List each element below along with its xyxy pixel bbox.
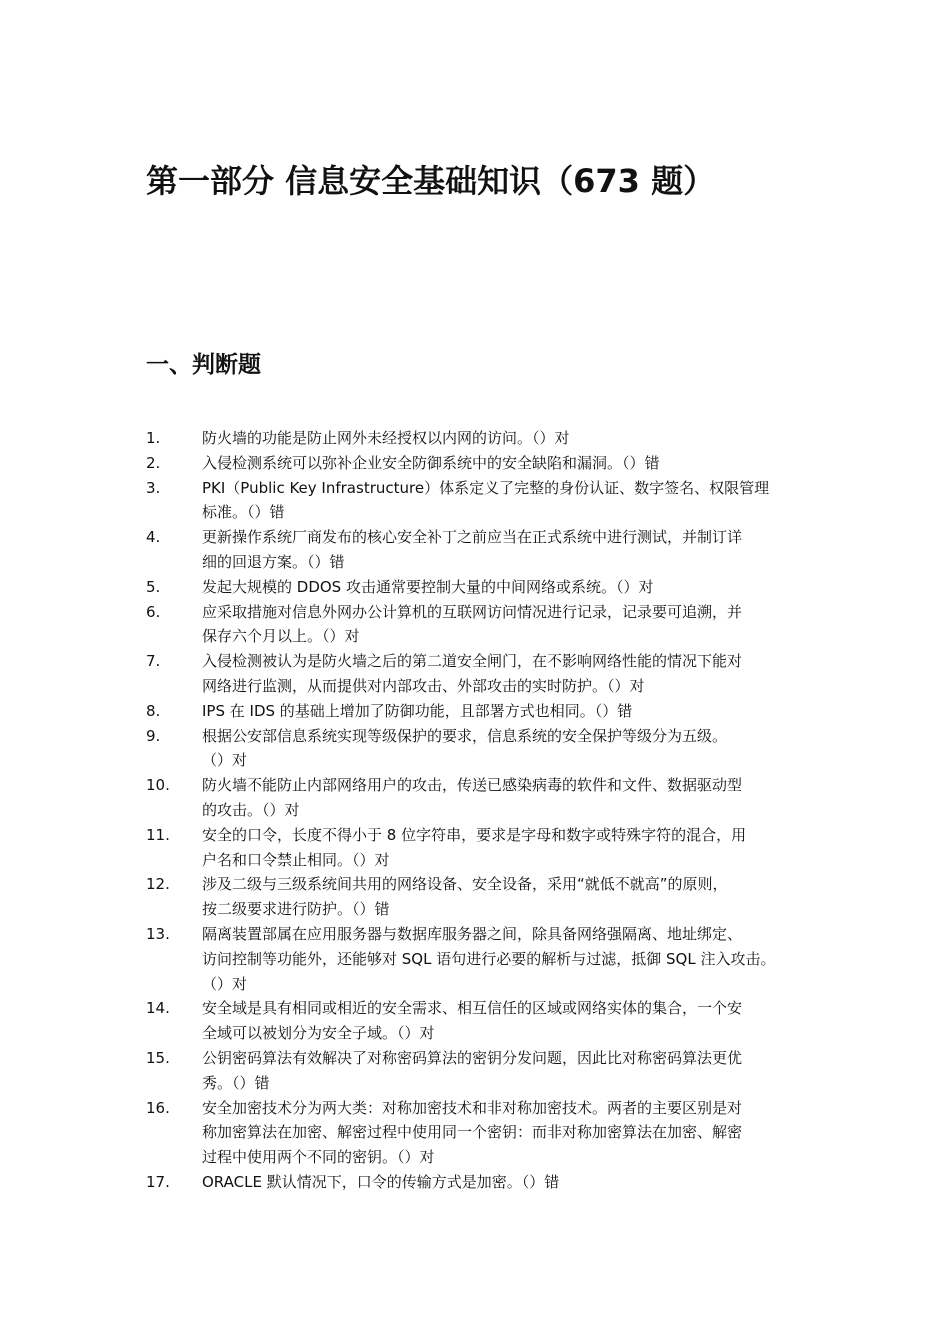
question-item <box>146 600 826 650</box>
question-text: 入侵检测系统可以弥补企业安全防御系统中的安全缺陷和漏洞。（）错 <box>202 453 660 472</box>
question-item <box>146 922 826 996</box>
question-text: PKI（Public Key Infrastructure）体系定义了完整的身份认证、数字签名、权限管理 标准。（）错 <box>202 478 770 522</box>
question-number: 3. <box>146 478 161 497</box>
question-text: 涉及二级与三级系统间共用的网络设备、安全设备，采用“就低不就高”的原则， 按二级要求进行防护。（）错 <box>202 875 728 919</box>
question-number: 7. <box>146 652 161 671</box>
question-number: 1. <box>146 429 161 447</box>
question-text: 应采取措施对信息外网办公计算机的互联网访问情况进行记录，记录要可追溯，并 保存六个月以上。（）对 <box>202 602 743 646</box>
question-text: 安全的口令，长度不得小于 8 位字符串，要求是字母和数字或特殊字符的混合，用 户名和口令禁止相同。（）对 <box>202 825 747 869</box>
question-item <box>146 476 826 526</box>
question-list <box>146 426 826 1195</box>
question-number: 8. <box>146 701 161 720</box>
question-text: 防火墙不能防止内部网络用户的攻击，传送已感染病毒的软件和文件、数据驱动型 的攻击。（）对 <box>202 776 743 819</box>
question-number: 16. <box>146 1098 170 1117</box>
question-text: 发起大规模的 DDOS 攻击通常要控制大量的中间网络或系统。（）对 <box>202 577 654 596</box>
question-item <box>146 575 826 600</box>
section-heading: 一、判断题 <box>146 352 261 378</box>
question-item <box>146 823 826 873</box>
question-number: 13. <box>146 924 170 943</box>
question-number: 12. <box>146 875 170 894</box>
question-number: 14. <box>146 999 170 1018</box>
question-text: 隔离装置部属在应用服务器与数据库服务器之间，除具备网络强隔离、地址绑定、 访问控制等功能外，还能够对 SQL 语句进行必要的解析与过滤，抵御 SQL 注入攻击。 （）对 <box>202 924 776 993</box>
question-item <box>146 1170 826 1195</box>
question-text: ORACLE 默认情况下，口令的传输方式是加密。（）错 <box>202 1172 560 1191</box>
question-text: IPS 在 IDS 的基础上增加了防御功能，且部署方式也相同。（）错 <box>202 701 633 720</box>
question-number: 10. <box>146 776 170 795</box>
question-number: 17. <box>146 1172 170 1191</box>
question-item <box>146 699 826 724</box>
question-number: 9. <box>146 726 161 745</box>
question-number: 6. <box>146 602 161 621</box>
question-text: 根据公安部信息系统实现等级保护的要求，信息系统的安全保护等级分为五级。 （）对 <box>202 726 728 770</box>
question-item <box>146 426 826 451</box>
question-text: 公钥密码算法有效解决了对称密码算法的密钥分发问题，因此比对称密码算法更优 秀。（）错 <box>202 1048 743 1092</box>
question-number: 2. <box>146 453 161 472</box>
question-number: 5. <box>146 577 161 596</box>
question-text: 安全加密技术分为两大类：对称加密技术和非对称加密技术。两者的主要区别是对 称加密算法在加密、解密过程中使用同一个密钥：而非对称加密算法在加密、解密 过程中使用两个不同的密钥。（）对 <box>202 1098 743 1167</box>
question-number: 11. <box>146 825 170 844</box>
question-item <box>146 1096 826 1170</box>
question-item <box>146 996 826 1046</box>
question-text: 更新操作系统厂商发布的核心安全补丁之前应当在正式系统中进行测试，并制订详 细的回退方案。（）错 <box>202 528 743 571</box>
question-item <box>146 525 826 575</box>
question-item <box>146 649 826 699</box>
question-text: 防火墙的功能是防止网外未经授权以内网的访问。（）对 <box>202 429 570 447</box>
question-text: 入侵检测被认为是防火墙之后的第二道安全闸门，在不影响网络性能的情况下能对 网络进行监测，从而提供对内部攻击、外部攻击的实时防护。（）对 <box>202 652 743 695</box>
question-item <box>146 724 826 774</box>
question-item <box>146 1046 826 1096</box>
question-item <box>146 872 826 922</box>
question-text: 安全域是具有相同或相近的安全需求、相互信任的区域或网络实体的集合，一个安 全域可以被划分为安全子域。（）对 <box>202 999 743 1043</box>
question-number: 4. <box>146 528 161 547</box>
question-number: 15. <box>146 1048 170 1067</box>
question-item <box>146 451 826 476</box>
question-item <box>146 773 826 823</box>
document-title: 第一部分 信息安全基础知识（673 题） <box>146 162 716 200</box>
